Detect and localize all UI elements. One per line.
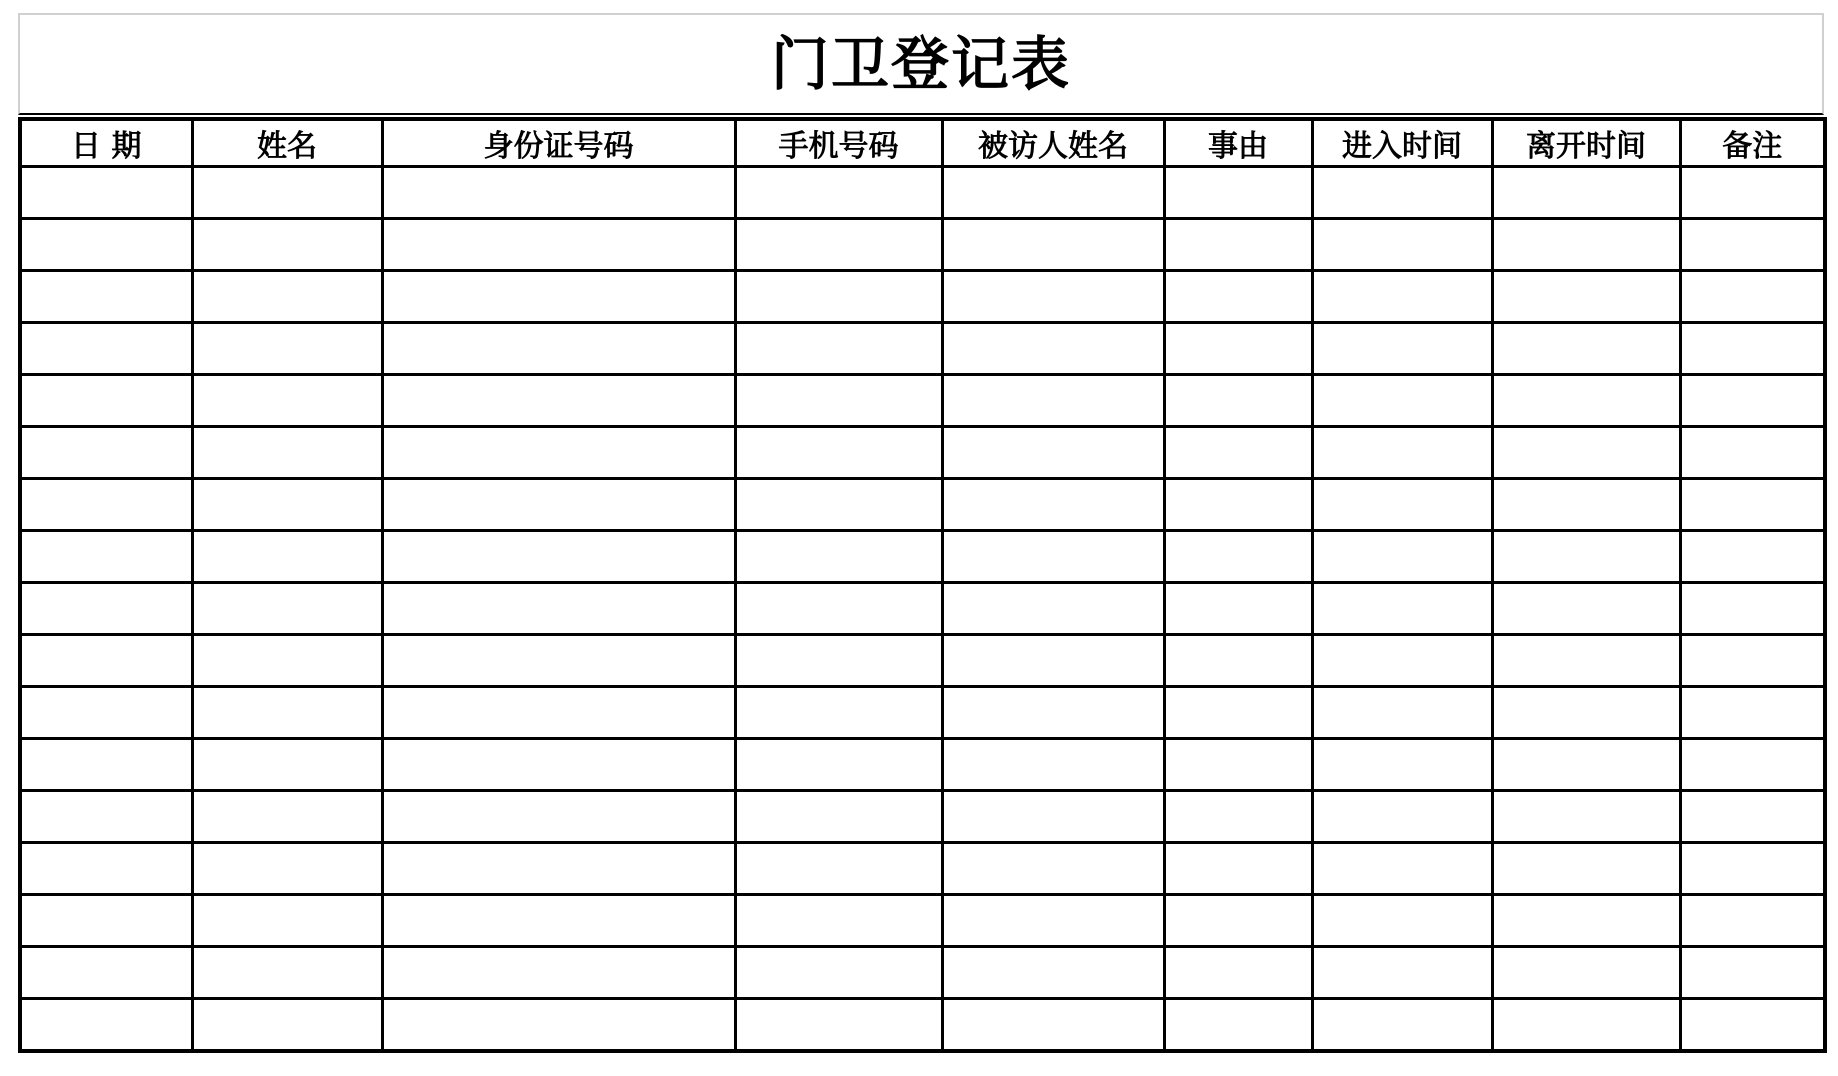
empty-cell bbox=[20, 687, 192, 739]
empty-cell bbox=[20, 843, 192, 895]
empty-cell bbox=[192, 479, 382, 531]
empty-cell bbox=[1492, 739, 1680, 791]
empty-cell bbox=[382, 947, 735, 999]
empty-cell bbox=[1312, 479, 1492, 531]
empty-cell bbox=[942, 479, 1164, 531]
empty-cell bbox=[1312, 375, 1492, 427]
empty-cell bbox=[1312, 167, 1492, 219]
table-row bbox=[20, 635, 1825, 687]
empty-cell bbox=[942, 167, 1164, 219]
table-row bbox=[20, 375, 1825, 427]
empty-cell bbox=[1492, 531, 1680, 583]
empty-cell bbox=[382, 479, 735, 531]
column-header-4: 手机号码 bbox=[735, 119, 942, 167]
table-row bbox=[20, 739, 1825, 791]
empty-cell bbox=[1312, 791, 1492, 843]
table-row bbox=[20, 323, 1825, 375]
empty-cell bbox=[1492, 375, 1680, 427]
empty-cell bbox=[1680, 791, 1825, 843]
empty-cell bbox=[192, 895, 382, 947]
empty-cell bbox=[735, 999, 942, 1052]
empty-cell bbox=[20, 375, 192, 427]
empty-cell bbox=[1492, 271, 1680, 323]
empty-cell bbox=[1312, 219, 1492, 271]
empty-cell bbox=[942, 323, 1164, 375]
empty-cell bbox=[20, 167, 192, 219]
empty-cell bbox=[735, 895, 942, 947]
empty-cell bbox=[1312, 427, 1492, 479]
empty-cell bbox=[1492, 479, 1680, 531]
form-title: 门卫登记表 bbox=[770, 30, 1071, 98]
empty-cell bbox=[1312, 531, 1492, 583]
empty-cell bbox=[1492, 947, 1680, 999]
empty-cell bbox=[1492, 427, 1680, 479]
empty-cell bbox=[20, 739, 192, 791]
column-header-6: 事由 bbox=[1164, 119, 1312, 167]
empty-cell bbox=[1492, 687, 1680, 739]
empty-cell bbox=[735, 375, 942, 427]
empty-cell bbox=[382, 895, 735, 947]
header-row bbox=[20, 119, 1825, 167]
empty-cell bbox=[382, 583, 735, 635]
empty-cell bbox=[382, 375, 735, 427]
empty-cell bbox=[735, 947, 942, 999]
empty-cell bbox=[1492, 323, 1680, 375]
empty-cell bbox=[1312, 635, 1492, 687]
empty-cell bbox=[1492, 167, 1680, 219]
table-row bbox=[20, 791, 1825, 843]
empty-cell bbox=[192, 167, 382, 219]
empty-cell bbox=[1492, 219, 1680, 271]
empty-cell bbox=[20, 583, 192, 635]
table-body bbox=[20, 167, 1825, 1052]
empty-cell bbox=[1164, 999, 1312, 1052]
table-row bbox=[20, 999, 1825, 1052]
empty-cell bbox=[1680, 375, 1825, 427]
form-title-box bbox=[18, 13, 1824, 115]
empty-cell bbox=[382, 739, 735, 791]
empty-cell bbox=[1680, 583, 1825, 635]
empty-cell bbox=[942, 271, 1164, 323]
empty-cell bbox=[192, 635, 382, 687]
empty-cell bbox=[735, 323, 942, 375]
empty-cell bbox=[735, 167, 942, 219]
empty-cell bbox=[1164, 947, 1312, 999]
empty-cell bbox=[1680, 635, 1825, 687]
empty-cell bbox=[1492, 583, 1680, 635]
empty-cell bbox=[1312, 895, 1492, 947]
empty-cell bbox=[192, 947, 382, 999]
empty-cell bbox=[942, 583, 1164, 635]
table-row bbox=[20, 219, 1825, 271]
empty-cell bbox=[20, 323, 192, 375]
empty-cell bbox=[382, 323, 735, 375]
table-row bbox=[20, 531, 1825, 583]
empty-cell bbox=[735, 479, 942, 531]
empty-cell bbox=[1492, 635, 1680, 687]
empty-cell bbox=[20, 999, 192, 1052]
empty-cell bbox=[20, 791, 192, 843]
empty-cell bbox=[942, 375, 1164, 427]
column-header-8: 离开时间 bbox=[1492, 119, 1680, 167]
empty-cell bbox=[735, 635, 942, 687]
empty-cell bbox=[192, 271, 382, 323]
empty-cell bbox=[382, 791, 735, 843]
empty-cell bbox=[382, 427, 735, 479]
empty-cell bbox=[942, 531, 1164, 583]
empty-cell bbox=[1680, 531, 1825, 583]
empty-cell bbox=[20, 479, 192, 531]
empty-cell bbox=[382, 271, 735, 323]
empty-cell bbox=[1164, 635, 1312, 687]
empty-cell bbox=[20, 635, 192, 687]
empty-cell bbox=[942, 895, 1164, 947]
empty-cell bbox=[1164, 323, 1312, 375]
empty-cell bbox=[1680, 219, 1825, 271]
empty-cell bbox=[1680, 739, 1825, 791]
empty-cell bbox=[20, 427, 192, 479]
empty-cell bbox=[1164, 895, 1312, 947]
empty-cell bbox=[1680, 323, 1825, 375]
empty-cell bbox=[735, 271, 942, 323]
empty-cell bbox=[942, 427, 1164, 479]
column-header-2: 姓名 bbox=[192, 119, 382, 167]
empty-cell bbox=[942, 843, 1164, 895]
empty-cell bbox=[1312, 739, 1492, 791]
table-row bbox=[20, 167, 1825, 219]
column-header-3: 身份证号码 bbox=[382, 119, 735, 167]
column-header-1: 日 期 bbox=[20, 119, 192, 167]
empty-cell bbox=[1680, 271, 1825, 323]
empty-cell bbox=[192, 583, 382, 635]
empty-cell bbox=[20, 219, 192, 271]
empty-cell bbox=[735, 531, 942, 583]
empty-cell bbox=[20, 531, 192, 583]
empty-cell bbox=[1164, 375, 1312, 427]
empty-cell bbox=[1680, 843, 1825, 895]
empty-cell bbox=[382, 687, 735, 739]
empty-cell bbox=[1312, 583, 1492, 635]
empty-cell bbox=[1492, 895, 1680, 947]
empty-cell bbox=[20, 271, 192, 323]
empty-cell bbox=[1680, 999, 1825, 1052]
empty-cell bbox=[1164, 843, 1312, 895]
empty-cell bbox=[382, 219, 735, 271]
empty-cell bbox=[735, 791, 942, 843]
empty-cell bbox=[942, 791, 1164, 843]
column-header-9: 备注 bbox=[1680, 119, 1825, 167]
empty-cell bbox=[1680, 687, 1825, 739]
empty-cell bbox=[942, 219, 1164, 271]
column-header-5: 被访人姓名 bbox=[942, 119, 1164, 167]
empty-cell bbox=[1164, 427, 1312, 479]
empty-cell bbox=[192, 843, 382, 895]
empty-cell bbox=[192, 687, 382, 739]
empty-cell bbox=[1164, 739, 1312, 791]
table-row bbox=[20, 687, 1825, 739]
empty-cell bbox=[192, 427, 382, 479]
empty-cell bbox=[1164, 167, 1312, 219]
empty-cell bbox=[1164, 479, 1312, 531]
empty-cell bbox=[1164, 583, 1312, 635]
empty-cell bbox=[1312, 271, 1492, 323]
empty-cell bbox=[20, 895, 192, 947]
registration-table bbox=[18, 117, 1827, 1053]
empty-cell bbox=[942, 999, 1164, 1052]
empty-cell bbox=[735, 739, 942, 791]
empty-cell bbox=[382, 167, 735, 219]
empty-cell bbox=[1680, 427, 1825, 479]
empty-cell bbox=[382, 531, 735, 583]
empty-cell bbox=[192, 531, 382, 583]
empty-cell bbox=[735, 843, 942, 895]
table-row bbox=[20, 271, 1825, 323]
empty-cell bbox=[1492, 843, 1680, 895]
empty-cell bbox=[942, 947, 1164, 999]
empty-cell bbox=[1680, 895, 1825, 947]
table-row bbox=[20, 583, 1825, 635]
empty-cell bbox=[192, 323, 382, 375]
empty-cell bbox=[1312, 323, 1492, 375]
empty-cell bbox=[192, 999, 382, 1052]
empty-cell bbox=[1680, 167, 1825, 219]
empty-cell bbox=[192, 219, 382, 271]
empty-cell bbox=[942, 687, 1164, 739]
empty-cell bbox=[1312, 687, 1492, 739]
empty-cell bbox=[1164, 271, 1312, 323]
empty-cell bbox=[942, 635, 1164, 687]
table-row bbox=[20, 427, 1825, 479]
empty-cell bbox=[942, 739, 1164, 791]
empty-cell bbox=[735, 583, 942, 635]
empty-cell bbox=[1164, 687, 1312, 739]
table-row bbox=[20, 479, 1825, 531]
empty-cell bbox=[1680, 947, 1825, 999]
table-row bbox=[20, 947, 1825, 999]
column-header-7: 进入时间 bbox=[1312, 119, 1492, 167]
empty-cell bbox=[192, 791, 382, 843]
empty-cell bbox=[1680, 479, 1825, 531]
table-row bbox=[20, 895, 1825, 947]
empty-cell bbox=[735, 219, 942, 271]
empty-cell bbox=[192, 375, 382, 427]
empty-cell bbox=[1492, 999, 1680, 1052]
empty-cell bbox=[382, 635, 735, 687]
empty-cell bbox=[735, 687, 942, 739]
empty-cell bbox=[1312, 999, 1492, 1052]
empty-cell bbox=[735, 427, 942, 479]
empty-cell bbox=[382, 843, 735, 895]
empty-cell bbox=[1164, 219, 1312, 271]
empty-cell bbox=[20, 947, 192, 999]
empty-cell bbox=[1312, 947, 1492, 999]
empty-cell bbox=[192, 739, 382, 791]
empty-cell bbox=[1164, 531, 1312, 583]
empty-cell bbox=[1312, 843, 1492, 895]
empty-cell bbox=[1164, 791, 1312, 843]
empty-cell bbox=[382, 999, 735, 1052]
empty-cell bbox=[1492, 791, 1680, 843]
table-row bbox=[20, 843, 1825, 895]
